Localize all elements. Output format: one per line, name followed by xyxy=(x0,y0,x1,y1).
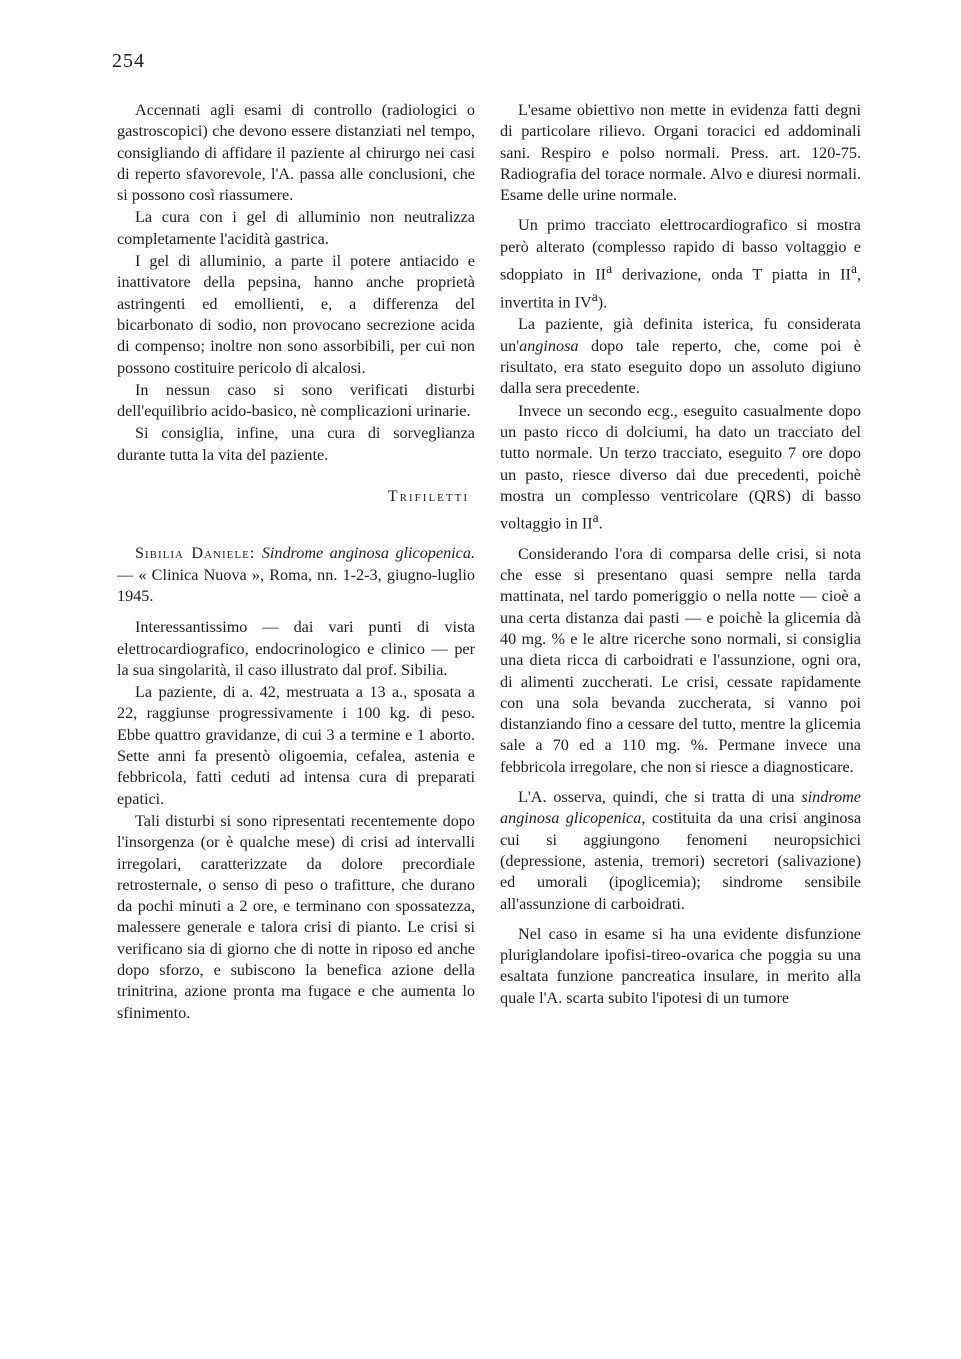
right-p6-text-2: costituita da una crisi anginosa cui si aggiungono fenomeni neuropsichici (depressione, astenia, tremori) secretori (salivazione) ed umorali (ipoglicemia); sindrome sensibile all'assunzione di carboidrati. xyxy=(500,809,862,913)
right-paragraph-2 xyxy=(500,215,861,313)
right-paragraph-7: Nel caso in esame si ha una evidente disfunzione pluriglandolare ipofisi-tireo-ovarica che poggia su una esaltata funzione pancreatica insulare, in merito alla quale l'A. scarta subito l'ipotesi di un tumore xyxy=(500,924,861,1007)
left-paragraph-3: I gel di alluminio, a parte il potere antiacido e inattivatore della pepsina, hanno anche proprietà astringenti ed emollienti, e, a differenza del bicarbonato di sodio, non provocano secrezione acida di compenso; inoltre non sono assorbibili, per cui non possono costituire pericolo di alcalosi. xyxy=(117,252,475,377)
right-paragraph-5: Considerando l'ora di comparsa delle crisi, si nota che esse si presentano quasi sempre nella tarda mattinata, nel tardo pomeriggio o nella notte — cioè a una certa distanza dai pasti — e poichè la glicemia dà 40 mg. % e le altre ricerche sono normali, si consiglia una dieta ricca di carboidrati e l'assunzione, ogni ora, di alimenti zuccherati. Le crisi, cessate rapidamente con una sola bevanda zuccherata, si vanno poi distanziando fino a cessare del tutto, mentre la glicemia sale a 70 ed a 110 mg. %. Permane invece una febbricola irregolare, che non si riesce a diagnosticare. xyxy=(500,544,861,776)
page-number: 254 xyxy=(112,50,145,72)
right-p4-text-2: . xyxy=(598,514,603,533)
ecg-text-4: ). xyxy=(597,293,608,312)
ecg-text-3: , invertita in IV xyxy=(500,265,861,312)
right-p3-text-2: dopo tale reperto, che, come poi è risultato, era stato eseguito dopo un assoluto digiuno dalla sera precedente. xyxy=(500,336,861,398)
right-p4-text-1: Invece un secondo ecg., eseguito casualmente dopo un pasto ricco di dolciumi, ha dato un tracciato del tutto normale. Un terzo tracciato, eseguito 7 ore dopo un pasto, riesce diverso dai due precedenti, poichè mostra un complesso ventricolare (QRS) di basso voltaggio in II xyxy=(500,401,861,533)
right-p6-text-1: L'A. osserva, quindi, che si tratta di una xyxy=(518,788,802,807)
ecg-text-1: Un primo tracciato elettrocardiografico si mostra però alterato (complesso rapido di basso voltaggio e sdoppiato in II xyxy=(500,216,861,284)
right-paragraph-3 xyxy=(500,314,861,399)
left-paragraph-5: Si consiglia, infine, una cura di sorveglianza durante tutta la vita del paziente. xyxy=(117,424,475,464)
right-column xyxy=(500,100,861,1009)
left-paragraph-1: Accennati agli esami di controllo (radiologici o gastroscopici) che devono essere distanziati nel tempo, consigliando di affidare il paziente al chirurgo nei casi di reperto sfavorevole, l'A. passa alle conclusioni, che si possono così riassumere. xyxy=(117,101,475,205)
left-paragraph-4: In nessun caso si sono verificati disturbi dell'equilibrio acido-basico, nè complicazioni urinarie. xyxy=(117,380,475,421)
review-author: Sibilia Daniele: xyxy=(135,544,256,563)
right-p6-italic: sindrome anginosa glicopenica, xyxy=(500,788,861,828)
review-source: — « Clinica Nuova », Roma, nn. 1-2-3, giugno-luglio 1945. xyxy=(117,565,475,605)
left-paragraph-2: La cura con i gel di alluminio non neutralizza completamente l'acidità gastrica. xyxy=(117,208,475,248)
ecg-text-2: derivazione, onda T piatta in II xyxy=(612,265,851,284)
review-title: Sindrome anginosa glicopenica. xyxy=(261,544,476,563)
reviewer-signature: Trifiletti xyxy=(387,487,469,506)
left-column xyxy=(117,100,475,1024)
left-paragraph-7: La paziente, di a. 42, mestruata a 13 a., sposata a 22, raggiunse progressivamente i 100 kg. di peso. Ebbe quattro gravidanze, di cui 3 a termine e 1 aborto. Sette anni fa presentò oligoemia, cefalea, astenia e febbricola, fatti ceduti ad intensa cura di preparati epatici. xyxy=(117,683,475,808)
right-paragraph-6 xyxy=(500,787,861,915)
left-paragraph-6: Interessantissimo — dai vari punti di vista elettrocardiografico, endocrinologico e clinico — per la sua singolarità, il caso illustrato dal prof. Sibilia. xyxy=(117,618,475,679)
superscript: a xyxy=(592,510,599,526)
review-heading xyxy=(117,543,475,607)
right-paragraph-1: L'esame obiettivo non mette in evidenza fatti degni di particolare rilievo. Organi toracici ed addominali sani. Respiro e polso normali. Press. art. 120-75. Radiografia del torace normale. Alvo e diuresi normali. Esame delle urine normale. xyxy=(500,101,861,205)
left-paragraph-8: Tali disturbi si sono ripresentati recentemente dopo l'insorgenza (or è qualche mese) di crisi ad intervalli irregolari, caratterizzate da dolore precordiale retrosternale, o senso di peso o trafitture, che durano da pochi minuti a 2 ore, e terminano con spossatezza, malessere generale e talora crisi di pianto. Le crisi si verificano sia di giorno che di notte in riposo ed anche dopo sforzo, e subiscono la benefica azione della trinitrina, azione pronta ma fugace e che aumenta lo sfinimento. xyxy=(117,811,475,1022)
superscript: a xyxy=(591,288,598,304)
superscript: a xyxy=(850,261,857,277)
right-paragraph-4 xyxy=(500,401,861,535)
right-p3-text-1: La paziente, già definita isterica, fu considerata un' xyxy=(500,315,861,355)
superscript: a xyxy=(606,261,613,277)
right-p3-italic: anginosa xyxy=(519,336,579,355)
